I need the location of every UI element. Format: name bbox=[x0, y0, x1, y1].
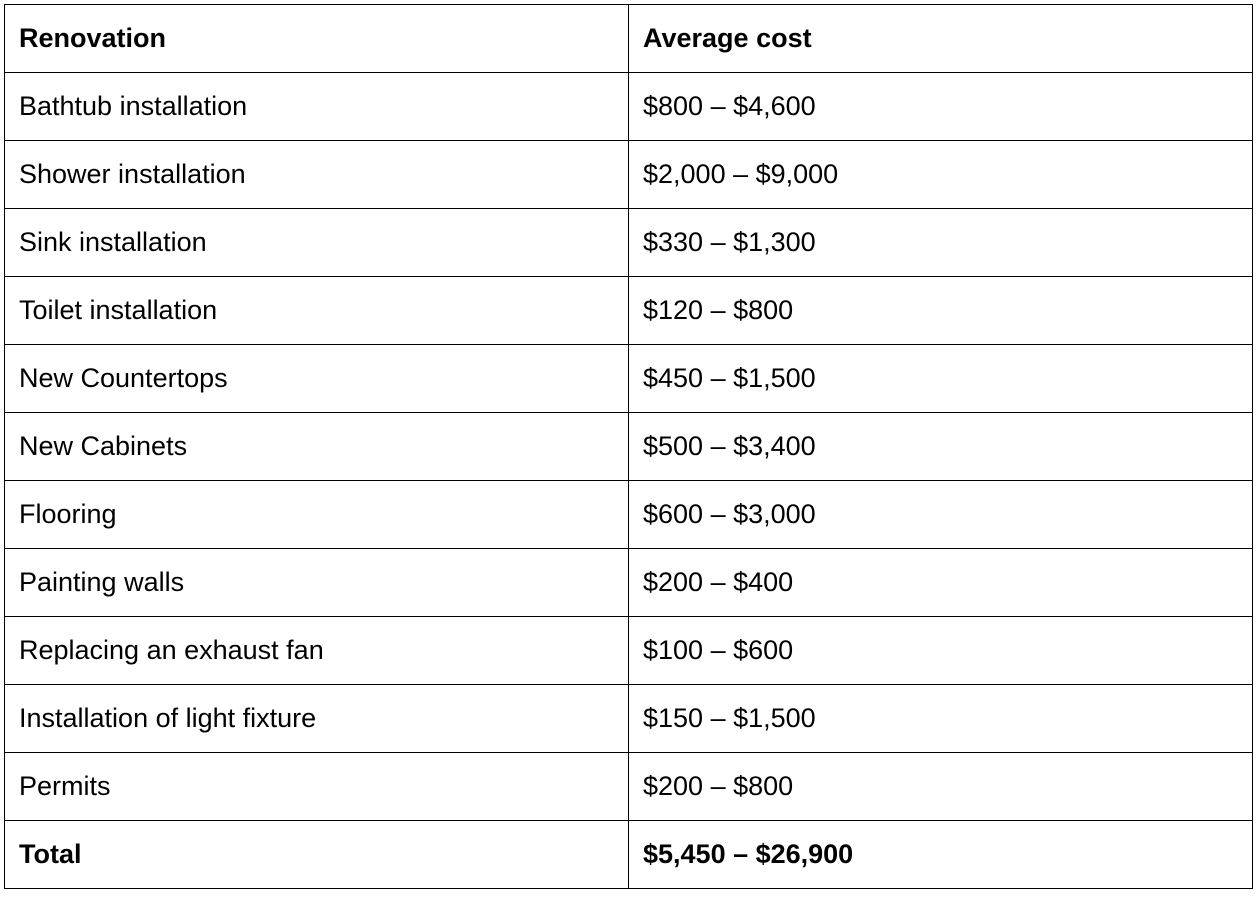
table-row bbox=[5, 209, 1253, 277]
cost-cell: $450 – $1,500 bbox=[629, 345, 1253, 413]
table-row bbox=[5, 549, 1253, 617]
cost-cell: $200 – $400 bbox=[629, 549, 1253, 617]
total-cost: $5,450 – $26,900 bbox=[629, 821, 1253, 889]
table-row bbox=[5, 617, 1253, 685]
header-renovation: Renovation bbox=[5, 5, 629, 73]
cost-cell: $150 – $1,500 bbox=[629, 685, 1253, 753]
table-row bbox=[5, 73, 1253, 141]
renovation-cost-table bbox=[4, 4, 1253, 889]
table-row bbox=[5, 345, 1253, 413]
renovation-cell: Permits bbox=[5, 753, 629, 821]
total-row bbox=[5, 821, 1253, 889]
cost-cell: $2,000 – $9,000 bbox=[629, 141, 1253, 209]
renovation-cell: Shower installation bbox=[5, 141, 629, 209]
cost-cell: $120 – $800 bbox=[629, 277, 1253, 345]
cost-cell: $800 – $4,600 bbox=[629, 73, 1253, 141]
renovation-cell: New Countertops bbox=[5, 345, 629, 413]
renovation-cell: Replacing an exhaust fan bbox=[5, 617, 629, 685]
cost-cell: $200 – $800 bbox=[629, 753, 1253, 821]
header-row bbox=[5, 5, 1253, 73]
table-row bbox=[5, 481, 1253, 549]
renovation-cell: Installation of light fixture bbox=[5, 685, 629, 753]
table-row bbox=[5, 753, 1253, 821]
cost-cell: $100 – $600 bbox=[629, 617, 1253, 685]
table-row bbox=[5, 141, 1253, 209]
table-row bbox=[5, 685, 1253, 753]
header-average-cost: Average cost bbox=[629, 5, 1253, 73]
renovation-cell: Toilet installation bbox=[5, 277, 629, 345]
renovation-cell: New Cabinets bbox=[5, 413, 629, 481]
renovation-cell: Painting walls bbox=[5, 549, 629, 617]
renovation-cell: Bathtub installation bbox=[5, 73, 629, 141]
renovation-cell: Flooring bbox=[5, 481, 629, 549]
total-label: Total bbox=[5, 821, 629, 889]
cost-cell: $600 – $3,000 bbox=[629, 481, 1253, 549]
renovation-cell: Sink installation bbox=[5, 209, 629, 277]
table-row bbox=[5, 277, 1253, 345]
cost-cell: $500 – $3,400 bbox=[629, 413, 1253, 481]
cost-cell: $330 – $1,300 bbox=[629, 209, 1253, 277]
table-row bbox=[5, 413, 1253, 481]
